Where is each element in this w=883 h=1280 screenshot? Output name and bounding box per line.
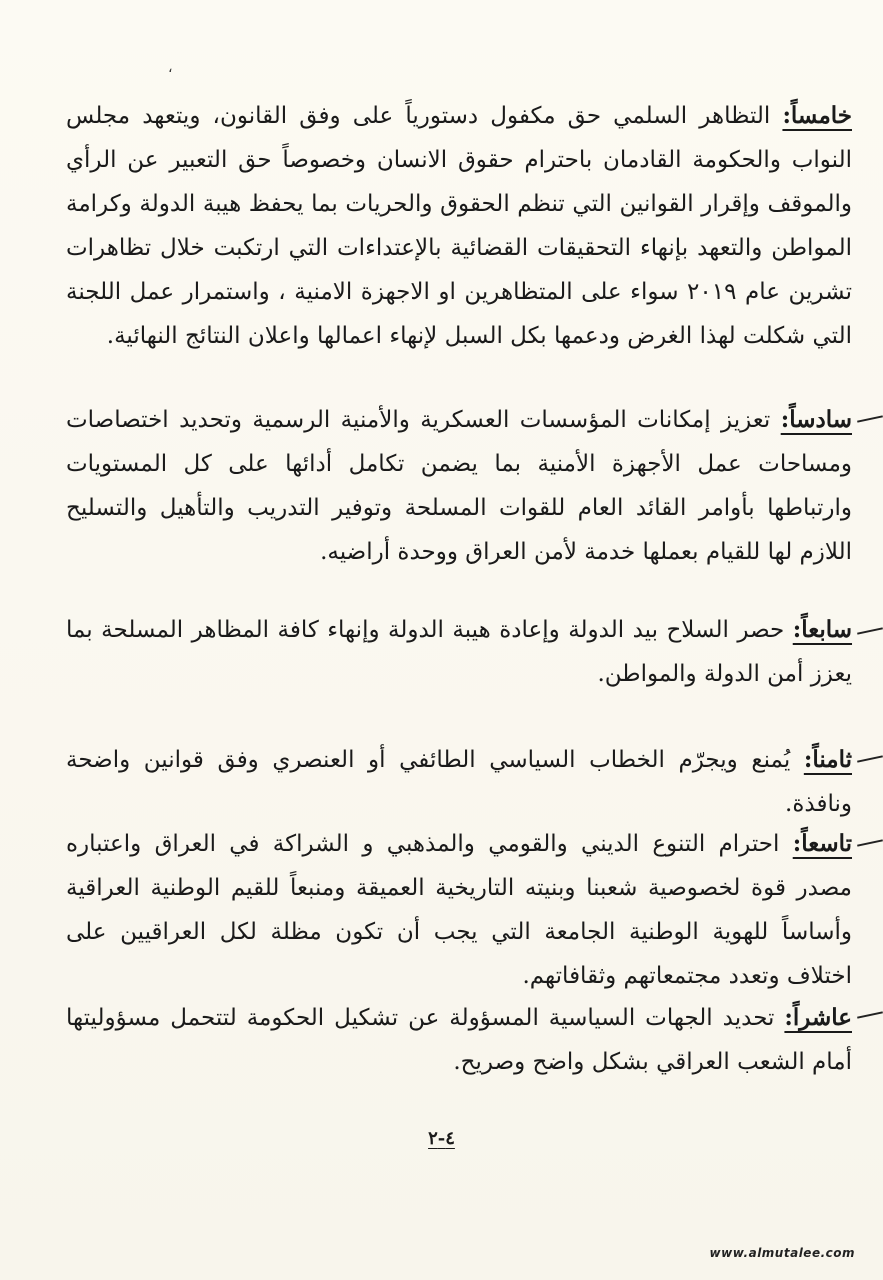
section-heading: ثامناً: [803,746,852,773]
margin-mark [857,755,883,762]
section-heading: سادساً: [780,406,852,433]
stray-mark: ، [168,60,173,76]
page-number-text: ٤-٢ [428,1128,455,1149]
section-heading: خامساً: [782,102,852,129]
section-heading: سابعاً: [792,616,853,643]
margin-mark [857,627,883,634]
margin-mark [857,1011,883,1018]
margin-mark [857,839,883,846]
section-text: تعزيز إمكانات المؤسسات العسكرية والأمنية الرسمية وتحديد اختصاصات ومساحات عمل الأجهزة الأمنية بما يضمن تكامل أدائها على كل المستويات وارتباطها بأوامر القائد العام للقوات المسلحة وتوفير التدريب والتأهيل والتسليح اللازم لها للقيام بعملها خدمة لأمن العراق ووحدة أراضيه. [66,407,852,565]
section-text: حصر السلاح بيد الدولة وإعادة هيبة الدولة وإنهاء كافة المظاهر المسلحة بما يعزز أمن الدولة والمواطن. [66,617,852,687]
section-heading: تاسعاً: [792,830,852,857]
section-text: التظاهر السلمي حق مكفول دستورياً على وفق القانون، ويتعهد مجلس النواب والحكومة القادمان باحترام حقوق الانسان وخصوصاً حق التعبير عن الرأي والموقف وإقرار القوانين التي تنظم الحقوق والحريات بما يحفظ هيبة الدولة وكرامة المواطن والتعهد بإنهاء التحقيقات القضائية بالإعتداءات التي ارتكبت خلال تظاهرات تشرين عام ٢٠١٩ سواء على المتظاهرين او الاجهزة الامنية ، واستمرار عمل اللجنة التي شكلت لهذا الغرض ودعمها بكل السبل لإنهاء اعمالها واعلان النتائج النهائية. [66,103,852,349]
section-text: يُمنع ويجرّم الخطاب السياسي الطائفي أو العنصري وفق قوانين واضحة ونافذة. [66,747,852,817]
section-tasian [66,822,852,998]
section-text: تحديد الجهات السياسية المسؤولة عن تشكيل الحكومة لتتحمل مسؤوليتها أمام الشعب العراقي بشكل واضح وصريح. [66,1005,852,1075]
section-text: احترام التنوع الديني والقومي والمذهبي و الشراكة في العراق واعتباره مصدر قوة لخصوصية شعبنا وبنيته التاريخية العميقة ومنبعاً للقيم الوطنية العراقية وأساساً للهوية الوطنية الجامعة التي يجب أن تكون مظلة لكل العراقيين على اختلاف وتعدد مجتمعاتهم وثقافاتهم. [66,831,852,989]
section-thaminan [66,738,852,826]
section-ashiran [66,996,852,1084]
section-sabian [66,608,852,696]
section-sadisan [66,398,852,574]
section-heading: عاشراً: [784,1004,852,1031]
section-khamisan [66,94,852,358]
source-watermark: www.almutalee.com [709,1246,855,1260]
page-number [0,1128,883,1149]
margin-mark [857,415,883,422]
